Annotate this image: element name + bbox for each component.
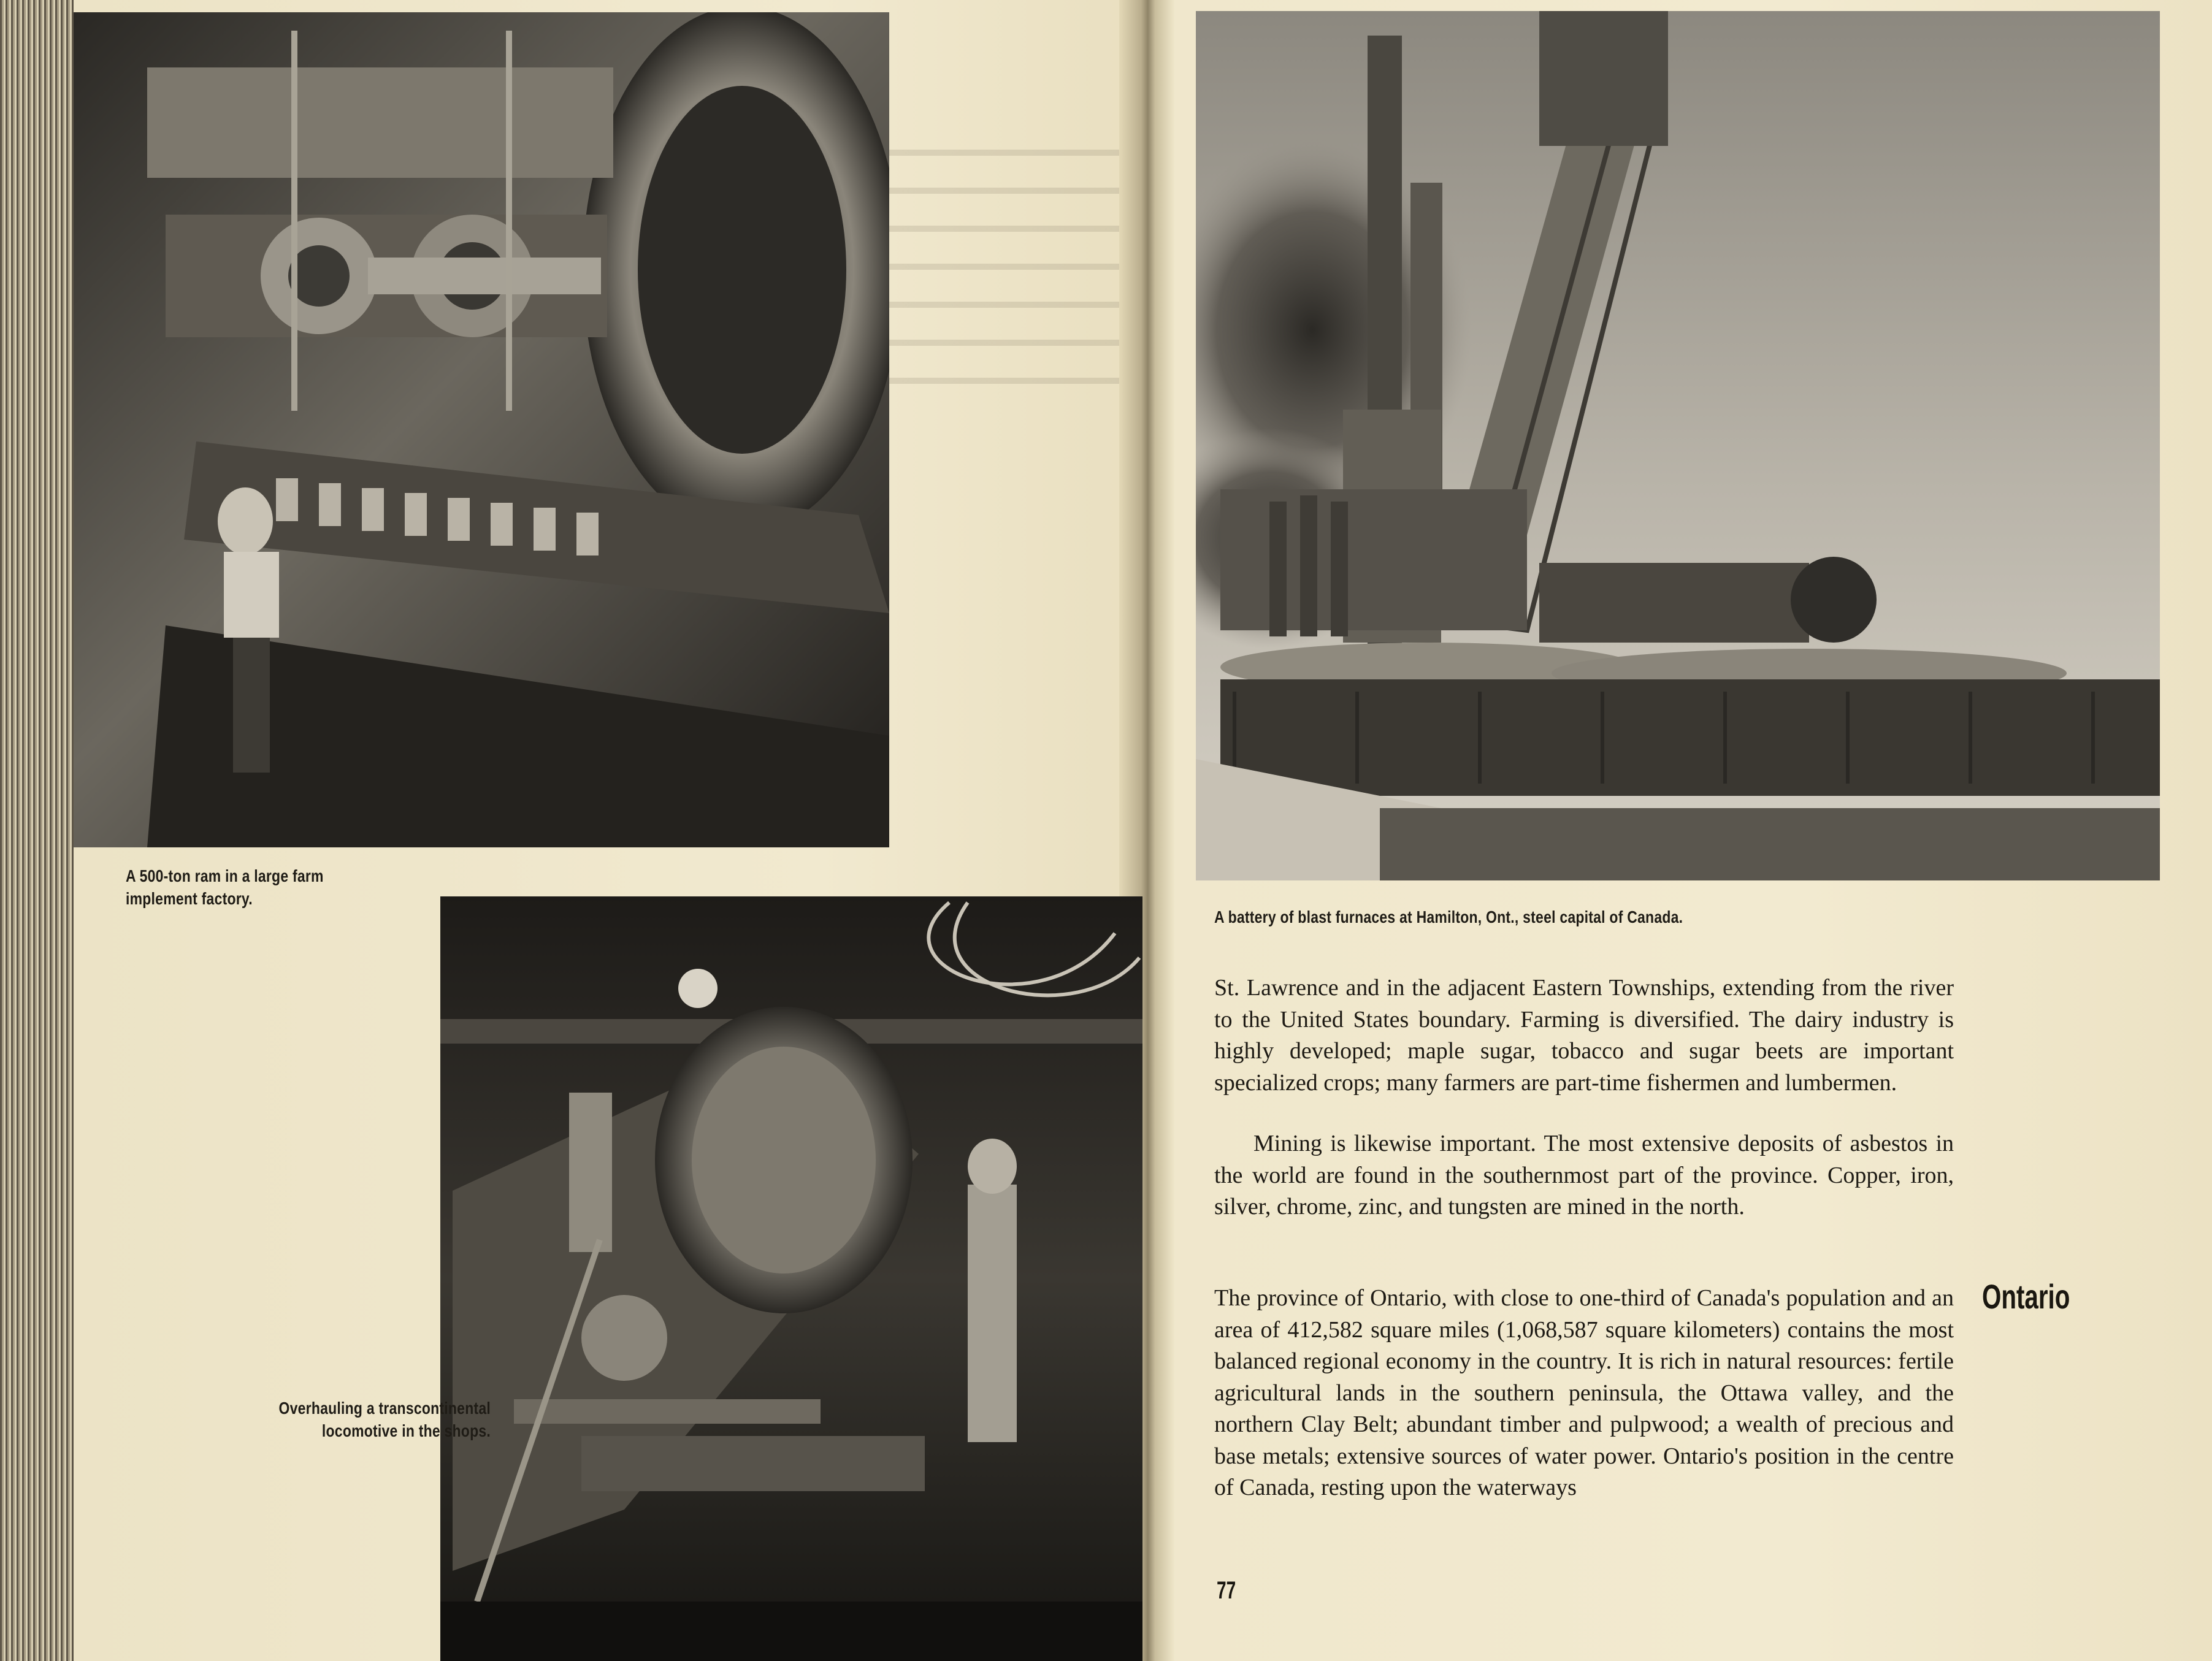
photo-furnace-caption: A battery of blast furnaces at Hamilton, Ont., steel capital of Canada. — [1214, 907, 1683, 926]
body-paragraph — [1214, 1128, 1954, 1223]
photo-locomotive-shop — [440, 896, 1142, 1661]
photo-ram-factory — [74, 12, 889, 847]
photo-ram-caption: A 500-ton ram in a large farm implement factory. — [126, 866, 324, 908]
body-paragraph — [1214, 1283, 1954, 1504]
section-heading-ontario: Ontario — [1982, 1277, 2070, 1316]
paragraph-text: Mining is likewise important. The most extensive deposits of asbestos in the world are found in the southernmost part of the province. Copper, iron, silver, chrome, zinc, and tungsten are mined in the north. — [1214, 1131, 1954, 1220]
page-edges — [0, 0, 74, 1661]
photo-blast-furnaces — [1196, 11, 2160, 880]
body-paragraph — [1214, 972, 1954, 1099]
paragraph-text: St. Lawrence and in the adjacent Eastern Townships, extending from the river to the United States boundary. Farming is diversified. The dairy industry is highly developed; maple sugar, tobacco and sugar beets are important specialized crops; many farmers are part-time fishermen and lumbermen. — [1214, 975, 1954, 1096]
show-through-text — [871, 129, 1128, 399]
page-number: 77 — [1217, 1577, 1236, 1604]
paragraph-text: The province of Ontario, with close to one-third of Canada's population and an area of 412,582 square miles (1,068,587 square kilometers) contains the most balanced regional economy in the country. It is rich in natural resources: fertile agricultural lands in the southern peninsula, the Ottawa valley, and the northern Clay Belt; abundant timber and pulpwood; a wealth of precious and base metals; extensive sources of water power. Ontario's position in the centre of Canada, resting upon the waterways — [1214, 1285, 1954, 1500]
photo-loco-caption: Overhauling a transcontinental locomotive in the shops. — [278, 1399, 491, 1440]
